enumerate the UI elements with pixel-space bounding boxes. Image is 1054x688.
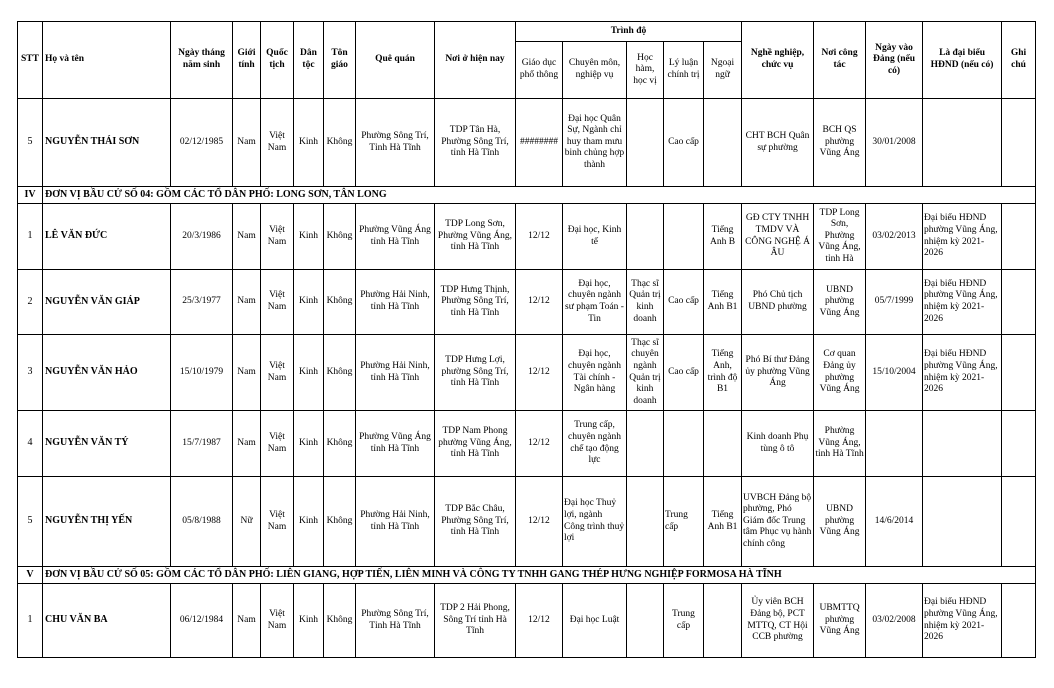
table-row <box>18 411 1036 477</box>
cell-dob: 05/8/1988 <box>171 477 233 567</box>
cell-specialty: Đại học, chuyên ngành Tài chính - Ngân hàng <box>563 335 627 411</box>
cell-residence: TDP Hưng Thịnh, Phường Sông Trí, tỉnh Hà Tĩnh <box>435 270 516 335</box>
cell-workplace: BCH QS phường Vũng Áng <box>814 99 866 187</box>
cell-nationality: Việt Nam <box>261 411 294 477</box>
table-row <box>18 477 1036 567</box>
cell-specialty: Đại học Thuỷ lợi, ngành Công trình thuỷ lợi <box>563 477 627 567</box>
cell-delegate: Đại biểu HĐND phường Vũng Áng, nhiệm kỳ 2021-2026 <box>923 270 1002 335</box>
cell-party-date: 30/01/2008 <box>866 99 923 187</box>
cell-political: Cao cấp <box>664 335 704 411</box>
cell-name: NGUYỄN VĂN HẢO <box>43 335 171 411</box>
cell-stt: 2 <box>18 270 43 335</box>
cell-political: Cao cấp <box>664 99 704 187</box>
cell-nationality: Việt Nam <box>261 270 294 335</box>
cell-ethnicity: Kinh <box>294 270 324 335</box>
cell-political: Trung cấp <box>664 477 704 567</box>
cell-political: Trung cấp <box>664 584 704 658</box>
cell-general-edu: 12/12 <box>516 411 563 477</box>
cell-religion: Không <box>324 270 356 335</box>
col-general-edu: Giáo dục phổ thông <box>516 42 563 99</box>
cell-specialty: Đại học, chuyên ngành sư phạm Toán - Tin <box>563 270 627 335</box>
cell-workplace: UBND phường Vũng Áng <box>814 270 866 335</box>
cell-specialty: Trung cấp, chuyên ngành chế tạo động lực <box>563 411 627 477</box>
cell-gender: Nam <box>233 99 261 187</box>
cell-workplace: UBND phường Vũng Áng <box>814 477 866 567</box>
cell-general-edu: ######## <box>516 99 563 187</box>
cell-party-date: 03/02/2013 <box>866 204 923 270</box>
cell-stt: 1 <box>18 204 43 270</box>
cell-name: NGUYỄN THÁI SƠN <box>43 99 171 187</box>
cell-occupation: GĐ CTY TNHH TMDV VÀ CÔNG NGHỆ Á ÂU <box>742 204 814 270</box>
cell-note <box>1002 584 1036 658</box>
cell-academic <box>627 204 664 270</box>
cell-religion: Không <box>324 335 356 411</box>
cell-gender: Nam <box>233 584 261 658</box>
cell-language: Tiếng Anh, trình độ B1 <box>704 335 742 411</box>
col-note: Ghi chú <box>1002 22 1036 99</box>
candidate-table <box>17 21 1036 658</box>
cell-gender: Nữ <box>233 477 261 567</box>
col-delegate: Là đại biểu HĐND (nếu có) <box>923 22 1002 99</box>
cell-note <box>1002 99 1036 187</box>
cell-political: Cao cấp <box>664 270 704 335</box>
cell-nationality: Việt Nam <box>261 335 294 411</box>
cell-specialty: Đại học, Kinh tế <box>563 204 627 270</box>
cell-language <box>704 584 742 658</box>
cell-delegate <box>923 99 1002 187</box>
cell-note <box>1002 411 1036 477</box>
cell-language: Tiếng Anh B <box>704 204 742 270</box>
col-education-group: Trình độ <box>516 22 742 42</box>
col-occupation: Nghề nghiệp, chức vụ <box>742 22 814 99</box>
cell-party-date: 14/6/2014 <box>866 477 923 567</box>
col-residence: Nơi ở hiện nay <box>435 22 516 99</box>
cell-delegate: Đại biểu HĐND phường Vũng Áng, nhiệm kỳ 2021-2026 <box>923 335 1002 411</box>
cell-general-edu: 12/12 <box>516 584 563 658</box>
cell-ethnicity: Kinh <box>294 204 324 270</box>
col-name: Họ và tên <box>43 22 171 99</box>
table-row <box>18 335 1036 411</box>
section-number: IV <box>18 187 43 204</box>
cell-ethnicity: Kinh <box>294 411 324 477</box>
col-dob: Ngày tháng năm sinh <box>171 22 233 99</box>
cell-occupation: Ủy viên BCH Đảng bộ, PCT MTTQ, CT Hội CCB phường <box>742 584 814 658</box>
col-workplace: Nơi công tác <box>814 22 866 99</box>
cell-religion: Không <box>324 204 356 270</box>
cell-nationality: Việt Nam <box>261 99 294 187</box>
cell-stt: 4 <box>18 411 43 477</box>
cell-gender: Nam <box>233 411 261 477</box>
col-religion: Tôn giáo <box>324 22 356 99</box>
cell-gender: Nam <box>233 270 261 335</box>
cell-ethnicity: Kinh <box>294 99 324 187</box>
cell-general-edu: 12/12 <box>516 335 563 411</box>
cell-residence: TDP Hưng Lợi, phường Sông Trí, tỉnh Hà Tĩnh <box>435 335 516 411</box>
cell-hometown: Phường Vũng Áng tỉnh Hà Tĩnh <box>356 204 435 270</box>
cell-religion: Không <box>324 99 356 187</box>
cell-religion: Không <box>324 477 356 567</box>
cell-nationality: Việt Nam <box>261 204 294 270</box>
cell-occupation: CHT BCH Quân sự phường <box>742 99 814 187</box>
col-party-date: Ngày vào Đảng (nếu có) <box>866 22 923 99</box>
cell-occupation: Phó Bí thư Đảng ủy phường Vũng Áng <box>742 335 814 411</box>
cell-workplace: Phường Vũng Áng, tỉnh Hà Tĩnh <box>814 411 866 477</box>
table-row <box>18 204 1036 270</box>
col-political: Lý luận chính trị <box>664 42 704 99</box>
col-academic: Học hàm, học vị <box>627 42 664 99</box>
cell-specialty: Đại học Luật <box>563 584 627 658</box>
cell-religion: Không <box>324 584 356 658</box>
cell-academic <box>627 584 664 658</box>
cell-party-date: 05/7/1999 <box>866 270 923 335</box>
cell-delegate <box>923 411 1002 477</box>
cell-residence: TDP Nam Phong phường Vũng Áng, tỉnh Hà Tĩnh <box>435 411 516 477</box>
cell-dob: 20/3/1986 <box>171 204 233 270</box>
cell-residence: TDP Long Sơn, Phường Vũng Áng, tỉnh Hà Tĩnh <box>435 204 516 270</box>
cell-name: CHU VĂN BA <box>43 584 171 658</box>
cell-name: NGUYỄN VĂN GIÁP <box>43 270 171 335</box>
cell-language <box>704 99 742 187</box>
cell-hometown: Phường Sông Trí, Tỉnh Hà Tĩnh <box>356 584 435 658</box>
cell-specialty: Đại học Quân Sự, Ngành chỉ huy tham mưu binh chủng hợp thành <box>563 99 627 187</box>
section-title: ĐƠN VỊ BẦU CỬ SỐ 05: GỒM CÁC TỔ DÂN PHỐ: LIÊN GIANG, HỢP TIẾN, LIÊN MINH VÀ CÔNG TY TNHH GANG THÉP HƯNG NGHIỆP FORMOSA HÀ TĨNH <box>43 567 1036 584</box>
cell-party-date: 15/10/2004 <box>866 335 923 411</box>
cell-note <box>1002 477 1036 567</box>
cell-language: Tiếng Anh B1 <box>704 270 742 335</box>
cell-political <box>664 411 704 477</box>
cell-political <box>664 204 704 270</box>
cell-party-date: 03/02/2008 <box>866 584 923 658</box>
cell-dob: 15/7/1987 <box>171 411 233 477</box>
cell-general-edu: 12/12 <box>516 204 563 270</box>
cell-hometown: Phường Hải Ninh, tỉnh Hà Tĩnh <box>356 335 435 411</box>
cell-residence: TDP Bắc Châu, Phường Sông Trí, tỉnh Hà Tĩnh <box>435 477 516 567</box>
section-title: ĐƠN VỊ BẦU CỬ SỐ 04: GỒM CÁC TỔ DÂN PHỐ: LONG SƠN, TÂN LONG <box>43 187 1036 204</box>
cell-gender: Nam <box>233 204 261 270</box>
cell-language <box>704 411 742 477</box>
cell-dob: 06/12/1984 <box>171 584 233 658</box>
cell-hometown: Phường Hải Ninh, tỉnh Hà Tĩnh <box>356 270 435 335</box>
cell-nationality: Việt Nam <box>261 584 294 658</box>
cell-ethnicity: Kinh <box>294 335 324 411</box>
cell-hometown: Phường Hải Ninh, tỉnh Hà Tĩnh <box>356 477 435 567</box>
cell-name: NGUYỄN VĂN TÝ <box>43 411 171 477</box>
cell-stt: 5 <box>18 477 43 567</box>
cell-delegate <box>923 477 1002 567</box>
cell-note <box>1002 270 1036 335</box>
cell-ethnicity: Kinh <box>294 477 324 567</box>
cell-note <box>1002 335 1036 411</box>
cell-language: Tiếng Anh B1 <box>704 477 742 567</box>
cell-occupation: UVBCH Đảng bộ phường, Phó Giám đốc Trung tâm Phục vụ hành chính công <box>742 477 814 567</box>
col-hometown: Quê quán <box>356 22 435 99</box>
cell-general-edu: 12/12 <box>516 270 563 335</box>
cell-party-date <box>866 411 923 477</box>
col-nationality: Quốc tịch <box>261 22 294 99</box>
cell-name: NGUYỄN THỊ YẾN <box>43 477 171 567</box>
section-number: V <box>18 567 43 584</box>
cell-workplace: UBMTTQ phường Vũng Áng <box>814 584 866 658</box>
section-header <box>18 567 1036 584</box>
cell-dob: 02/12/1985 <box>171 99 233 187</box>
cell-religion: Không <box>324 411 356 477</box>
table-row <box>18 99 1036 187</box>
cell-hometown: Phường Vũng Áng tỉnh Hà Tĩnh <box>356 411 435 477</box>
cell-hometown: Phường Sông Trí, Tỉnh Hà Tĩnh <box>356 99 435 187</box>
table-row <box>18 584 1036 658</box>
cell-nationality: Việt Nam <box>261 477 294 567</box>
cell-residence: TDP Tân Hà, Phường Sông Trí, tỉnh Hà Tĩnh <box>435 99 516 187</box>
cell-delegate: Đại biểu HĐND phường Vũng Áng, nhiệm kỳ 2021-2026 <box>923 584 1002 658</box>
col-language: Ngoại ngữ <box>704 42 742 99</box>
cell-stt: 3 <box>18 335 43 411</box>
cell-academic <box>627 99 664 187</box>
cell-dob: 15/10/1979 <box>171 335 233 411</box>
cell-workplace: Cơ quan Đảng ủy phường Vũng Áng <box>814 335 866 411</box>
cell-residence: TDP 2 Hải Phong, Sông Trí tỉnh Hà Tĩnh <box>435 584 516 658</box>
cell-gender: Nam <box>233 335 261 411</box>
cell-ethnicity: Kinh <box>294 584 324 658</box>
col-ethnicity: Dân tộc <box>294 22 324 99</box>
cell-delegate: Đại biểu HĐND phường Vũng Áng, nhiệm kỳ 2021-2026 <box>923 204 1002 270</box>
cell-academic: Thạc sĩ chuyên ngành Quản trị kinh doanh <box>627 335 664 411</box>
cell-stt: 5 <box>18 99 43 187</box>
cell-occupation: Kinh doanh Phụ tùng ô tô <box>742 411 814 477</box>
cell-name: LÊ VĂN ĐỨC <box>43 204 171 270</box>
cell-academic <box>627 411 664 477</box>
section-header <box>18 187 1036 204</box>
cell-dob: 25/3/1977 <box>171 270 233 335</box>
col-stt: STT <box>18 22 43 99</box>
table-row <box>18 270 1036 335</box>
col-gender: Giới tính <box>233 22 261 99</box>
cell-stt: 1 <box>18 584 43 658</box>
cell-workplace: TDP Long Sơn, Phường Vũng Áng, tỉnh Hà <box>814 204 866 270</box>
cell-academic <box>627 477 664 567</box>
cell-note <box>1002 204 1036 270</box>
col-specialty: Chuyên môn, nghiệp vụ <box>563 42 627 99</box>
cell-academic: Thạc sĩ Quản trị kinh doanh <box>627 270 664 335</box>
cell-occupation: Phó Chủ tịch UBND phường <box>742 270 814 335</box>
cell-general-edu: 12/12 <box>516 477 563 567</box>
